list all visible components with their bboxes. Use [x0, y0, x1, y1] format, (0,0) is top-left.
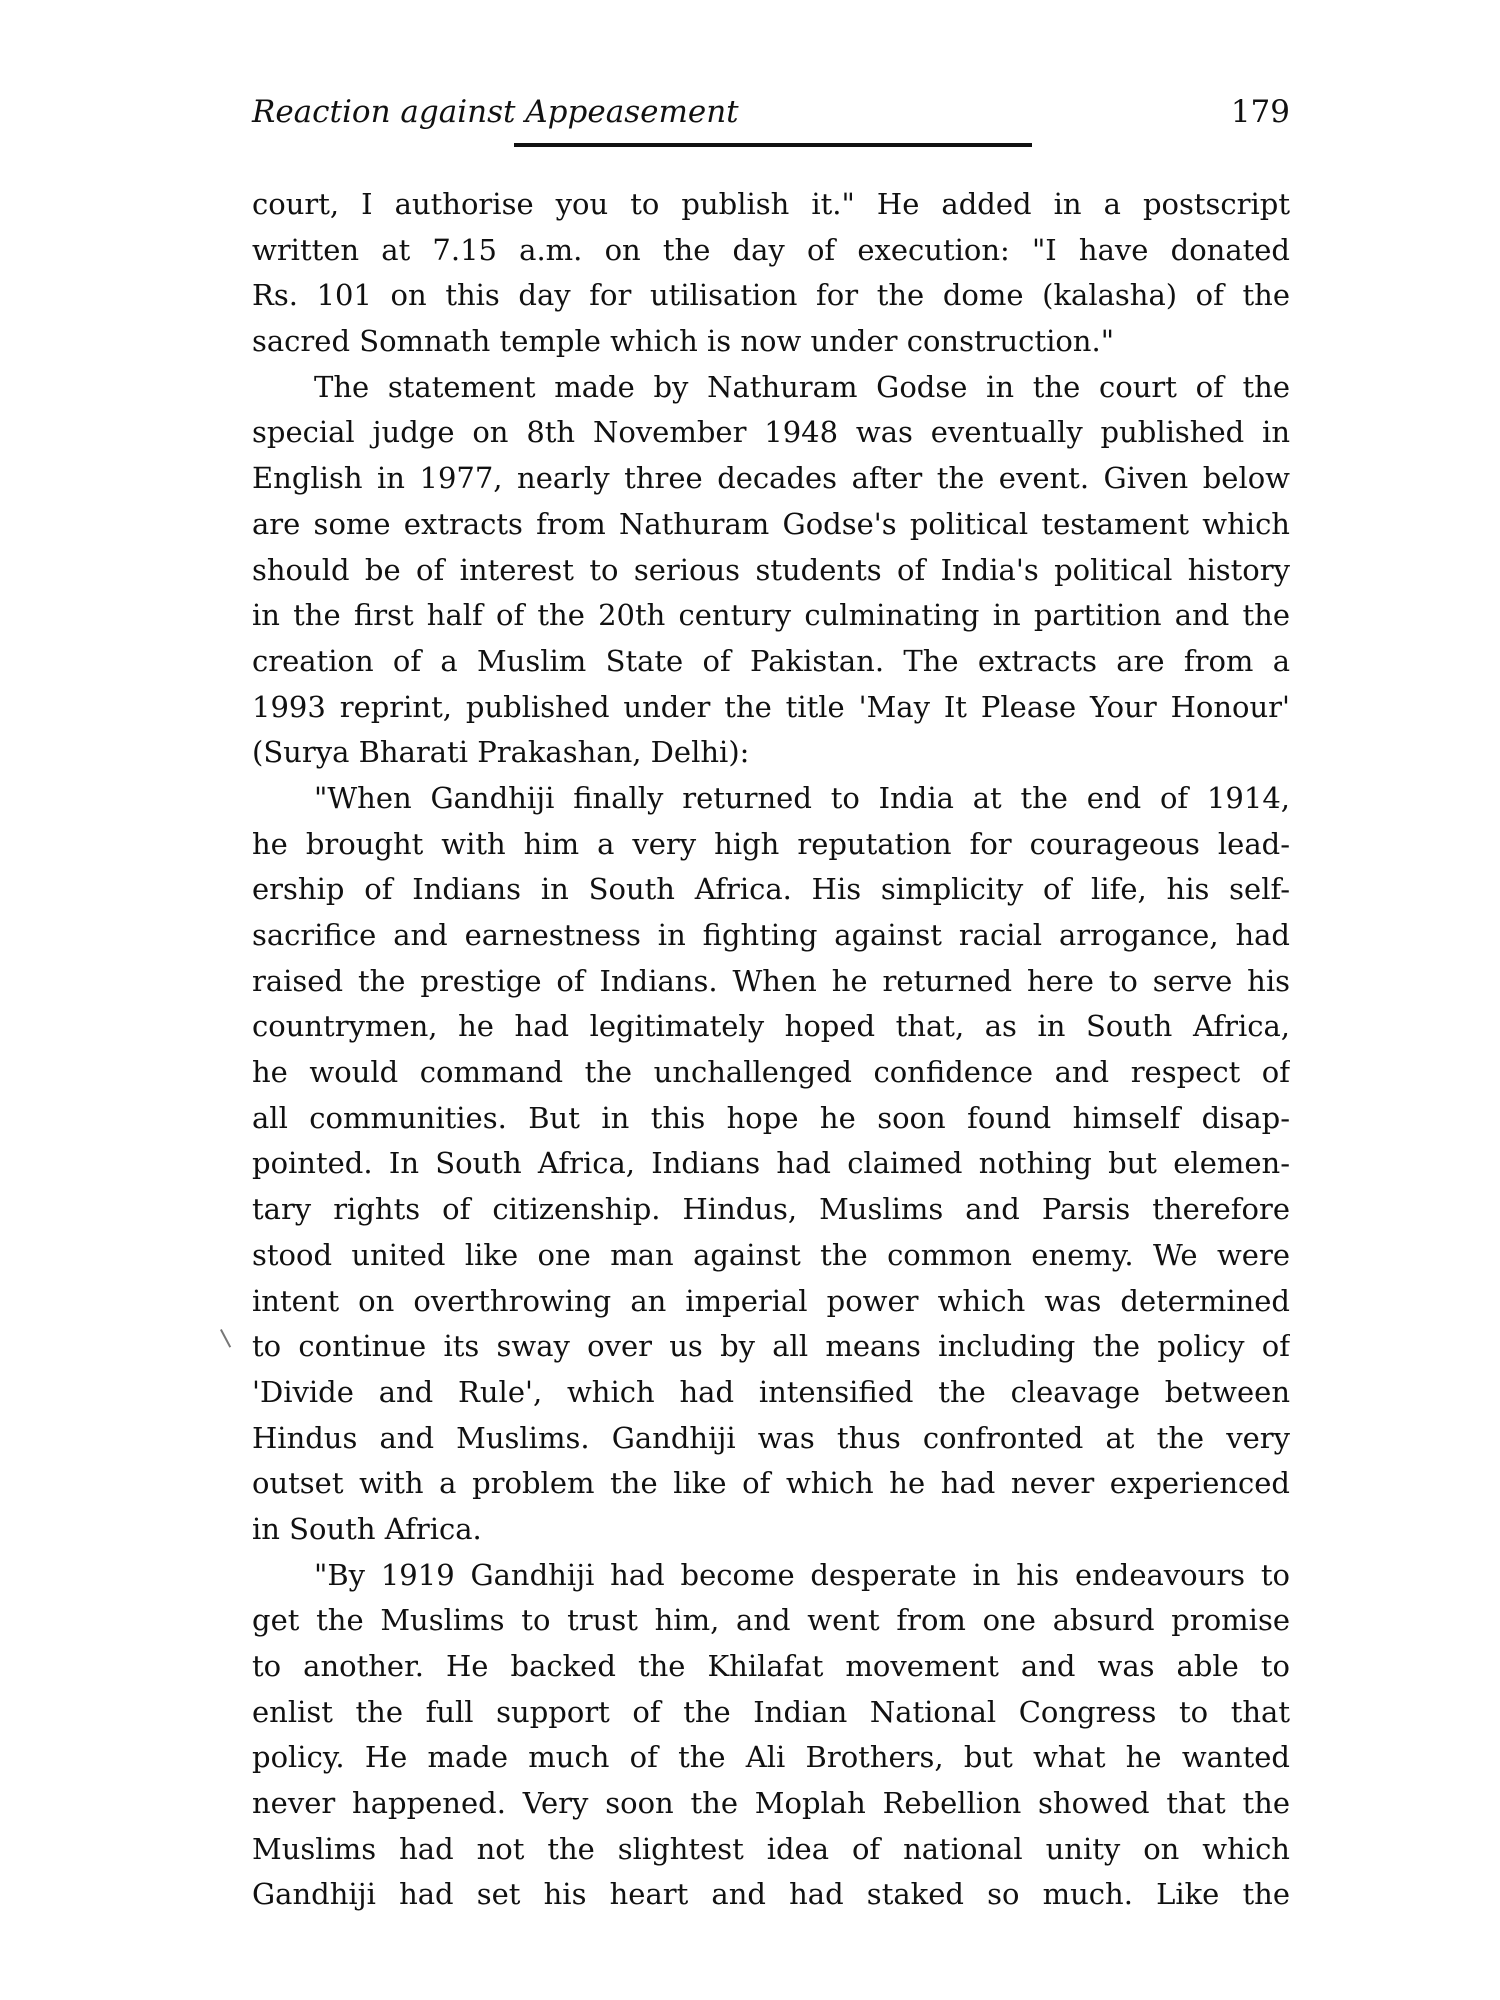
text-line: to continue its sway over us by all means including the policy of	[252, 1329, 1290, 1364]
text-line: never happened. Very soon the Moplah Rebellion showed that the	[252, 1786, 1290, 1821]
text-line: 'Divide and Rule', which had intensified the cleavage between	[252, 1374, 1290, 1409]
text-line: Rs. 101 on this day for utilisation for the dome (kalasha) of the	[252, 278, 1290, 313]
text-line: countrymen, he had legitimately hoped that, as in South Africa,	[252, 1009, 1290, 1044]
text-line: creation of a Muslim State of Pakistan. The extracts are from a	[252, 643, 1290, 678]
body-text	[252, 182, 1290, 1918]
text-line: Gandhiji had set his heart and had staked so much. Like the	[252, 1877, 1290, 1912]
margin-mark	[220, 1324, 240, 1347]
text-line: in the first half of the 20th century culminating in partition and the	[252, 598, 1290, 633]
text-line: policy. He made much of the Ali Brothers, but what he wanted	[252, 1740, 1290, 1775]
text-line: get the Muslims to trust him, and went from one absurd promise	[252, 1603, 1290, 1638]
text-line: court, I authorise you to publish it." He added in a postscript	[252, 187, 1290, 221]
text-line: should be of interest to serious students of India's political history	[252, 552, 1290, 587]
text-line: sacrifice and earnestness in fighting against racial arrogance, had	[252, 918, 1290, 952]
text-line: raised the prestige of Indians. When he returned here to serve his	[252, 963, 1290, 998]
text-line: "When Gandhiji finally returned to India at the end of 1914,	[314, 780, 1290, 815]
text-line: he would command the unchallenged confidence and respect of	[252, 1055, 1290, 1090]
text-line: all communities. But in this hope he soon found himself disap-	[252, 1100, 1290, 1135]
header-rule	[514, 143, 1032, 147]
text-line: "By 1919 Gandhiji had become desperate in his endeavours to	[314, 1557, 1290, 1592]
text-line: in South Africa.	[252, 1511, 482, 1546]
running-head	[252, 92, 1290, 152]
text-line: outset with a problem the like of which he had never experienced	[252, 1466, 1290, 1501]
text-line: ership of Indians in South Africa. His simplicity of life, his self-	[252, 872, 1290, 907]
text-line: sacred Somnath temple which is now under construction."	[252, 324, 1115, 359]
text-line: written at 7.15 a.m. on the day of execution: "I have donated	[252, 232, 1290, 267]
text-line: he brought with him a very high reputation for courageous lead-	[252, 826, 1290, 861]
text-line: The statement made by Nathuram Godse in the court of the	[314, 369, 1290, 404]
text-line: English in 1977, nearly three decades after the event. Given below	[252, 461, 1290, 496]
text-line: are some extracts from Nathuram Godse's political testament which	[252, 506, 1290, 541]
text-line: special judge on 8th November 1948 was eventually published in	[252, 415, 1290, 450]
section-title: Reaction against Appeasement	[252, 94, 739, 130]
text-line: Muslims had not the slightest idea of national unity on which	[252, 1831, 1290, 1866]
text-line: pointed. In South Africa, Indians had claimed nothing but elemen-	[252, 1146, 1290, 1181]
text-line: stood united like one man against the common enemy. We were	[252, 1237, 1290, 1272]
text-line: intent on overthrowing an imperial power which was determined	[252, 1283, 1290, 1318]
page-number: 179	[1230, 94, 1290, 130]
text-line: enlist the full support of the Indian National Congress to that	[252, 1694, 1290, 1729]
text-line: (Surya Bharati Prakashan, Delhi):	[252, 735, 750, 770]
text-line: 1993 reprint, published under the title 'May It Please Your Honour'	[252, 689, 1290, 724]
text-line: Hindus and Muslims. Gandhiji was thus confronted at the very	[252, 1420, 1290, 1455]
text-line: to another. He backed the Khilafat movement and was able to	[252, 1649, 1290, 1683]
text-line: tary rights of citizenship. Hindus, Muslims and Parsis therefore	[252, 1192, 1290, 1227]
